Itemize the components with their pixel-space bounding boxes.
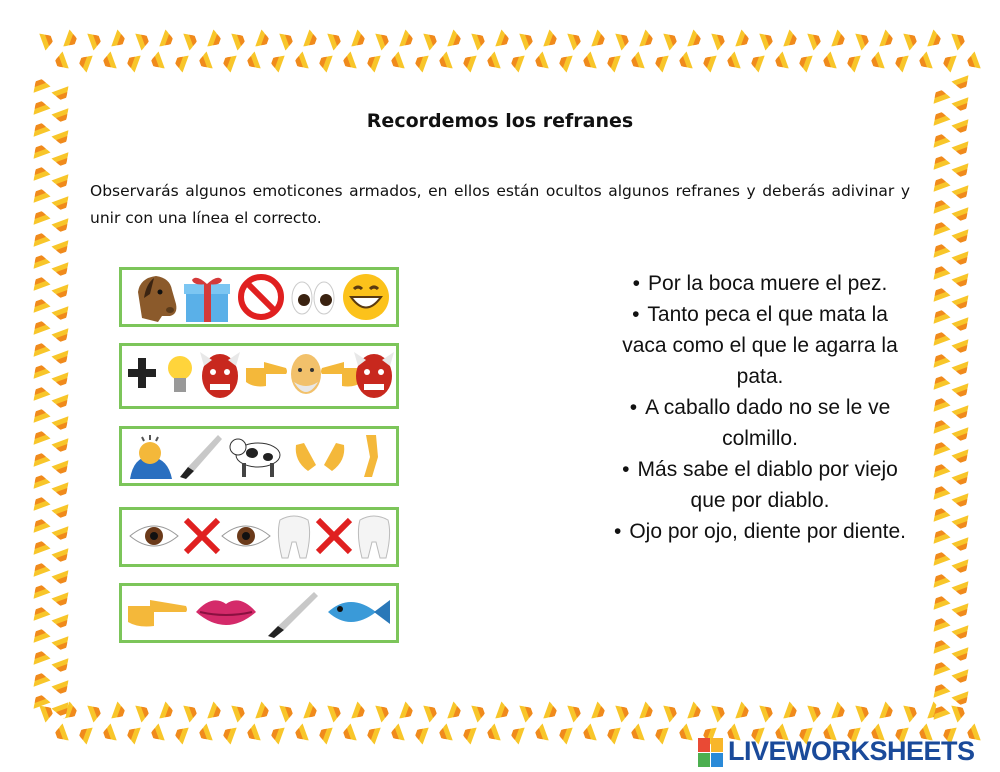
candy-corn-icon: [929, 635, 951, 654]
bullet-icon: •: [622, 458, 630, 481]
candy-corn-icon: [554, 51, 573, 73]
candy-corn-icon: [879, 29, 898, 51]
candy-corn-icon: [51, 130, 73, 149]
candy-corn-icon: [951, 185, 973, 204]
candy-corn-icon: [951, 251, 973, 270]
knife-icon: [180, 435, 222, 479]
candy-corn-icon: [842, 51, 861, 73]
candy-corn-icon: [50, 723, 69, 745]
candy-corn-icon: [818, 51, 837, 73]
candy-corn-icon: [135, 701, 154, 723]
candy-corn-icon: [218, 51, 237, 73]
candy-corn-icon: [903, 701, 922, 723]
rebus-row-1[interactable]: [119, 267, 399, 327]
eyes-icon: [292, 282, 334, 314]
candy-corn-icon: [929, 239, 951, 258]
candy-corn-icon: [327, 701, 346, 723]
candy-corn-icon: [29, 360, 51, 379]
candy-corn-icon: [506, 723, 525, 745]
candy-corn-icon: [290, 51, 309, 73]
candy-corn-icon: [639, 701, 658, 723]
candy-corn-icon: [51, 240, 73, 259]
candy-corn-icon: [29, 558, 51, 577]
candy-corn-icon: [29, 250, 51, 269]
candy-corn-icon: [687, 29, 706, 51]
candy-corn-icon: [929, 503, 951, 522]
candy-corn-icon: [423, 701, 442, 723]
candy-corn-icon: [29, 492, 51, 511]
candy-corn-icon: [578, 723, 597, 745]
candy-corn-icon: [29, 668, 51, 687]
candy-corn-icon: [50, 51, 69, 73]
candy-corn-icon: [111, 701, 130, 723]
candy-corn-icon: [951, 163, 973, 182]
candy-corn-icon: [29, 580, 51, 599]
light-bulb-icon: [168, 356, 192, 392]
fish-icon: [328, 600, 390, 624]
candy-corn-icon: [951, 383, 973, 402]
candy-corn-icon: [951, 229, 973, 248]
old-man-icon: [291, 354, 321, 394]
candy-corn-icon: [51, 174, 73, 193]
candy-corn-icon: [29, 536, 51, 555]
candy-corn-icon: [914, 51, 933, 73]
cow-icon: [230, 439, 280, 477]
candy-corn-icon: [51, 504, 73, 523]
saying-text: Por la boca muere el pez.: [648, 272, 888, 295]
candy-corn-icon: [98, 723, 117, 745]
candy-corn-icon: [929, 613, 951, 632]
candy-corn-icon: [831, 701, 850, 723]
candy-corn-icon: [951, 537, 973, 556]
candy-corn-icon: [51, 306, 73, 325]
candy-corn-icon: [951, 361, 973, 380]
rebus-row-3[interactable]: [119, 426, 399, 486]
candy-corn-icon: [929, 591, 951, 610]
candy-corn-icon: [338, 51, 357, 73]
candy-corn-icon: [242, 723, 261, 745]
candy-corn-icon: [399, 701, 418, 723]
ogre-icon: [200, 352, 240, 398]
candy-corn-icon: [927, 29, 946, 51]
candy-corn-icon: [929, 261, 951, 280]
candy-corn-icon: [279, 701, 298, 723]
candy-corn-icon: [29, 338, 51, 357]
candy-corn-icon: [471, 29, 490, 51]
candy-corn-icon: [543, 29, 562, 51]
candy-corn-icon: [29, 514, 51, 533]
liveworksheets-brand[interactable]: [698, 734, 998, 770]
candy-corn-icon: [51, 482, 73, 501]
candy-corn-icon: [29, 382, 51, 401]
candy-corn-icon: [929, 217, 951, 236]
candy-corn-icon: [929, 415, 951, 434]
candy-corn-icon: [674, 51, 693, 73]
candy-corn-icon: [951, 75, 973, 94]
candy-corn-icon: [194, 51, 213, 73]
candy-corn-icon: [602, 51, 621, 73]
candy-corn-icon: [962, 51, 981, 73]
candy-corn-icon: [650, 51, 669, 73]
candy-corn-icon: [29, 448, 51, 467]
candy-corn-icon: [218, 723, 237, 745]
candy-corn-icon: [447, 29, 466, 51]
candy-corn-icon: [770, 51, 789, 73]
candy-corn-icon: [890, 51, 909, 73]
candy-corn-icon: [807, 701, 826, 723]
candy-corn-icon: [698, 51, 717, 73]
candy-corn-icon: [87, 29, 106, 51]
candy-corn-icon: [951, 405, 973, 424]
candy-corn-icon: [29, 646, 51, 665]
candy-corn-icon: [51, 284, 73, 303]
candy-corn-icon: [929, 305, 951, 324]
candy-corn-icon: [51, 350, 73, 369]
candy-corn-icon: [615, 701, 634, 723]
candy-corn-icon: [929, 569, 951, 588]
candy-corn-icon: [122, 51, 141, 73]
candy-corn-icon: [51, 460, 73, 479]
candy-corn-icon: [929, 459, 951, 478]
candy-corn-icon: [602, 723, 621, 745]
candy-corn-icon: [626, 723, 645, 745]
candy-corn-icon: [746, 51, 765, 73]
candy-corn-icon: [783, 701, 802, 723]
candy-corn-icon: [135, 29, 154, 51]
candy-corn-icon: [530, 51, 549, 73]
candy-corn-icon: [29, 602, 51, 621]
candy-corn-icon: [591, 701, 610, 723]
candy-corn-icon: [831, 29, 850, 51]
eye-icon: [222, 526, 270, 546]
candy-corn-icon: [929, 657, 951, 676]
candy-corn-icon: [735, 701, 754, 723]
candy-corn-icon: [51, 196, 73, 215]
candy-corn-icon: [951, 449, 973, 468]
candy-corn-icon: [951, 207, 973, 226]
candy-corn-icon: [314, 723, 333, 745]
candy-corn-icon: [434, 723, 453, 745]
candy-corn-icon: [51, 614, 73, 633]
candy-corn-icon: [170, 51, 189, 73]
candy-corn-icon: [231, 701, 250, 723]
candy-corn-icon: [29, 184, 51, 203]
candy-corn-icon: [399, 29, 418, 51]
candy-corn-icon: [386, 51, 405, 73]
saying-item[interactable]: [610, 392, 910, 454]
candy-corn-icon: [51, 262, 73, 281]
candy-corn-icon: [471, 701, 490, 723]
candy-corn-icon: [929, 525, 951, 544]
candy-corn-icon: [929, 327, 951, 346]
saying-text: Ojo por ojo, diente por diente.: [629, 520, 907, 543]
candy-corn-icon: [639, 29, 658, 51]
candy-corn-icon: [495, 701, 514, 723]
candy-corn-icon: [74, 723, 93, 745]
bullet-icon: •: [629, 396, 638, 419]
candy-corn-icon: [29, 272, 51, 291]
candy-corn-icon: [51, 416, 73, 435]
cross-mark-icon: [186, 520, 218, 552]
candy-corn-icon: [794, 51, 813, 73]
candy-corn-icon: [410, 723, 429, 745]
plus-sign-icon: [128, 358, 156, 388]
candy-corn-icon: [903, 29, 922, 51]
pointing-hand-right-icon: [128, 600, 187, 627]
candy-corn-icon: [951, 669, 973, 688]
rebus-row-5[interactable]: [119, 583, 399, 643]
candy-corn-icon: [929, 283, 951, 302]
sayings-list: [610, 268, 910, 547]
candy-corn-icon: [111, 29, 130, 51]
candy-corn-icon: [51, 438, 73, 457]
candy-corn-icon: [29, 470, 51, 489]
candy-corn-icon: [29, 404, 51, 423]
instructions-text: Observarás algunos emoticones armados, en ellos están ocultos algunos refranes y deberás adivinar y unir con una línea el correcto.: [90, 182, 910, 227]
candy-corn-icon: [929, 393, 951, 412]
candy-corn-icon: [482, 723, 501, 745]
candy-corn-icon: [951, 493, 973, 512]
candy-corn-icon: [951, 581, 973, 600]
candy-corn-icon: [29, 140, 51, 159]
candy-corn-icon: [951, 559, 973, 578]
candy-corn-icon: [29, 74, 51, 93]
candy-corn-icon: [51, 680, 73, 699]
candy-corn-icon: [929, 173, 951, 192]
candy-corn-icon: [51, 218, 73, 237]
candy-corn-icon: [929, 151, 951, 170]
leg-icon: [364, 435, 378, 477]
saying-item[interactable]: [610, 454, 910, 516]
person-bowing-icon: [130, 435, 172, 479]
candy-corn-icon: [951, 339, 973, 358]
candy-corn-icon: [74, 51, 93, 73]
candy-corn-icon: [51, 592, 73, 611]
tooth-icon: [358, 516, 389, 558]
liveworksheets-logo-icon: [698, 738, 724, 768]
candy-corn-icon: [29, 206, 51, 225]
candy-corn-icon: [929, 371, 951, 390]
candy-corn-icon: [29, 162, 51, 181]
candy-corn-icon: [951, 317, 973, 336]
gift-icon: [184, 278, 230, 322]
candy-corn-icon: [938, 51, 957, 73]
candy-corn-icon: [855, 29, 874, 51]
candy-corn-icon: [29, 690, 51, 709]
candy-corn-icon: [183, 701, 202, 723]
candy-corn-icon: [663, 29, 682, 51]
candy-corn-icon: [98, 51, 117, 73]
candy-corn-icon: [303, 701, 322, 723]
candy-corn-icon: [951, 141, 973, 160]
candy-corn-icon: [122, 723, 141, 745]
candy-corn-icon: [375, 29, 394, 51]
candy-corn-icon: [327, 29, 346, 51]
candy-corn-icon: [951, 295, 973, 314]
candy-corn-icon: [39, 29, 58, 51]
kiss-lips-icon: [196, 600, 256, 625]
candy-corn-icon: [951, 273, 973, 292]
candy-corn-icon: [242, 51, 261, 73]
pointing-hand-left-icon: [321, 362, 362, 387]
candy-corn-icon: [482, 51, 501, 73]
saying-item[interactable]: [610, 268, 910, 299]
candy-corn-icon: [567, 701, 586, 723]
candy-corn-icon: [87, 701, 106, 723]
candy-corn-icon: [929, 195, 951, 214]
candy-corn-icon: [51, 636, 73, 655]
candy-corn-icon: [51, 86, 73, 105]
candy-corn-icon: [951, 427, 973, 446]
candy-corn-icon: [375, 701, 394, 723]
candy-corn-icon: [759, 701, 778, 723]
candy-corn-icon: [783, 29, 802, 51]
candy-corn-icon: [929, 679, 951, 698]
candy-corn-icon: [447, 701, 466, 723]
candy-corn-icon: [591, 29, 610, 51]
candy-corn-icon: [362, 723, 381, 745]
candy-corn-icon: [159, 701, 178, 723]
eye-icon: [130, 526, 178, 546]
candy-corn-icon: [543, 701, 562, 723]
candy-corn-icon: [351, 701, 370, 723]
candy-corn-icon: [951, 515, 973, 534]
candy-corn-icon: [266, 51, 285, 73]
candy-corn-icon: [51, 526, 73, 545]
candy-corn-icon: [879, 701, 898, 723]
candy-corn-icon: [735, 29, 754, 51]
candy-corn-icon: [458, 723, 477, 745]
candy-corn-icon: [951, 625, 973, 644]
candy-corn-icon: [495, 29, 514, 51]
candy-corn-icon: [51, 152, 73, 171]
candy-corn-icon: [146, 723, 165, 745]
horse-face-icon: [138, 276, 176, 322]
candy-corn-icon: [231, 29, 250, 51]
candy-corn-icon: [759, 29, 778, 51]
candy-corn-icon: [554, 723, 573, 745]
candy-corn-icon: [929, 85, 951, 104]
candy-corn-icon: [29, 426, 51, 445]
candy-corn-icon: [207, 701, 226, 723]
candy-corn-icon: [51, 372, 73, 391]
candy-corn-icon: [255, 701, 274, 723]
candy-corn-icon: [929, 437, 951, 456]
candy-corn-icon: [362, 51, 381, 73]
saying-text: Más sabe el diablo por viejo que por diablo.: [637, 458, 898, 512]
candy-corn-icon: [29, 228, 51, 247]
ogre-icon: [354, 352, 394, 398]
page-title: Recordemos los refranes: [366, 110, 634, 132]
saying-item[interactable]: [610, 299, 910, 392]
candy-corn-icon: [674, 723, 693, 745]
candy-corn-icon: [351, 29, 370, 51]
saying-text: Tanto peca el que mata la vaca como el que le agarra la pata.: [622, 303, 898, 388]
open-hands-icon: [296, 443, 345, 471]
candy-corn-icon: [929, 481, 951, 500]
bullet-icon: •: [613, 520, 622, 543]
candy-corn-icon: [207, 29, 226, 51]
candy-corn-icon: [458, 51, 477, 73]
candy-corn-icon: [51, 394, 73, 413]
rebus-row-2[interactable]: [119, 343, 399, 409]
candy-corn-icon: [929, 349, 951, 368]
candy-corn-icon: [386, 723, 405, 745]
bullet-icon: •: [632, 303, 640, 326]
candy-corn-icon: [290, 723, 309, 745]
saying-item[interactable]: [610, 516, 910, 547]
candy-corn-icon: [951, 603, 973, 622]
candy-corn-icon: [711, 701, 730, 723]
candy-corn-icon: [51, 570, 73, 589]
candy-corn-icon: [807, 29, 826, 51]
candy-corn-icon: [855, 701, 874, 723]
grinning-face-icon: [343, 274, 389, 320]
prohibited-icon: [241, 277, 281, 317]
candy-corn-icon: [51, 328, 73, 347]
candy-corn-icon: [519, 29, 538, 51]
bullet-icon: •: [632, 272, 641, 295]
candy-corn-icon: [159, 29, 178, 51]
candy-corn-icon: [338, 723, 357, 745]
candy-corn-icon: [279, 29, 298, 51]
candy-corn-icon: [51, 658, 73, 677]
candy-corn-icon: [29, 624, 51, 643]
candy-corn-icon: [410, 51, 429, 73]
candy-corn-icon: [626, 51, 645, 73]
candy-corn-icon: [519, 701, 538, 723]
candy-corn-icon: [51, 548, 73, 567]
candy-corn-icon: [615, 29, 634, 51]
candy-corn-icon: [530, 723, 549, 745]
knife-icon: [268, 592, 318, 638]
candy-corn-icon: [183, 29, 202, 51]
candy-corn-icon: [687, 701, 706, 723]
candy-corn-icon: [663, 701, 682, 723]
candy-corn-icon: [711, 29, 730, 51]
cross-mark-icon: [318, 520, 350, 552]
tooth-icon: [278, 516, 309, 558]
pointing-hand-right-icon: [246, 362, 287, 387]
brand-name: LIVEWORKSHEETS: [728, 736, 975, 766]
candy-corn-icon: [255, 29, 274, 51]
candy-corn-icon: [567, 29, 586, 51]
rebus-row-4[interactable]: [119, 507, 399, 567]
candy-corn-icon: [929, 547, 951, 566]
candy-corn-icon: [722, 51, 741, 73]
candy-corn-icon: [170, 723, 189, 745]
candy-corn-icon: [951, 29, 970, 51]
candy-corn-icon: [650, 723, 669, 745]
candy-corn-icon: [423, 29, 442, 51]
candy-corn-icon: [951, 471, 973, 490]
candy-corn-icon: [29, 294, 51, 313]
candy-corn-icon: [951, 647, 973, 666]
candy-corn-icon: [146, 51, 165, 73]
candy-corn-icon: [303, 29, 322, 51]
candy-corn-icon: [29, 316, 51, 335]
candy-corn-icon: [194, 723, 213, 745]
candy-corn-icon: [866, 51, 885, 73]
candy-corn-icon: [434, 51, 453, 73]
candy-corn-icon: [266, 723, 285, 745]
saying-text: A caballo dado no se le ve colmillo.: [645, 396, 891, 450]
candy-corn-icon: [578, 51, 597, 73]
candy-corn-icon: [63, 29, 82, 51]
candy-corn-icon: [506, 51, 525, 73]
candy-corn-icon: [314, 51, 333, 73]
